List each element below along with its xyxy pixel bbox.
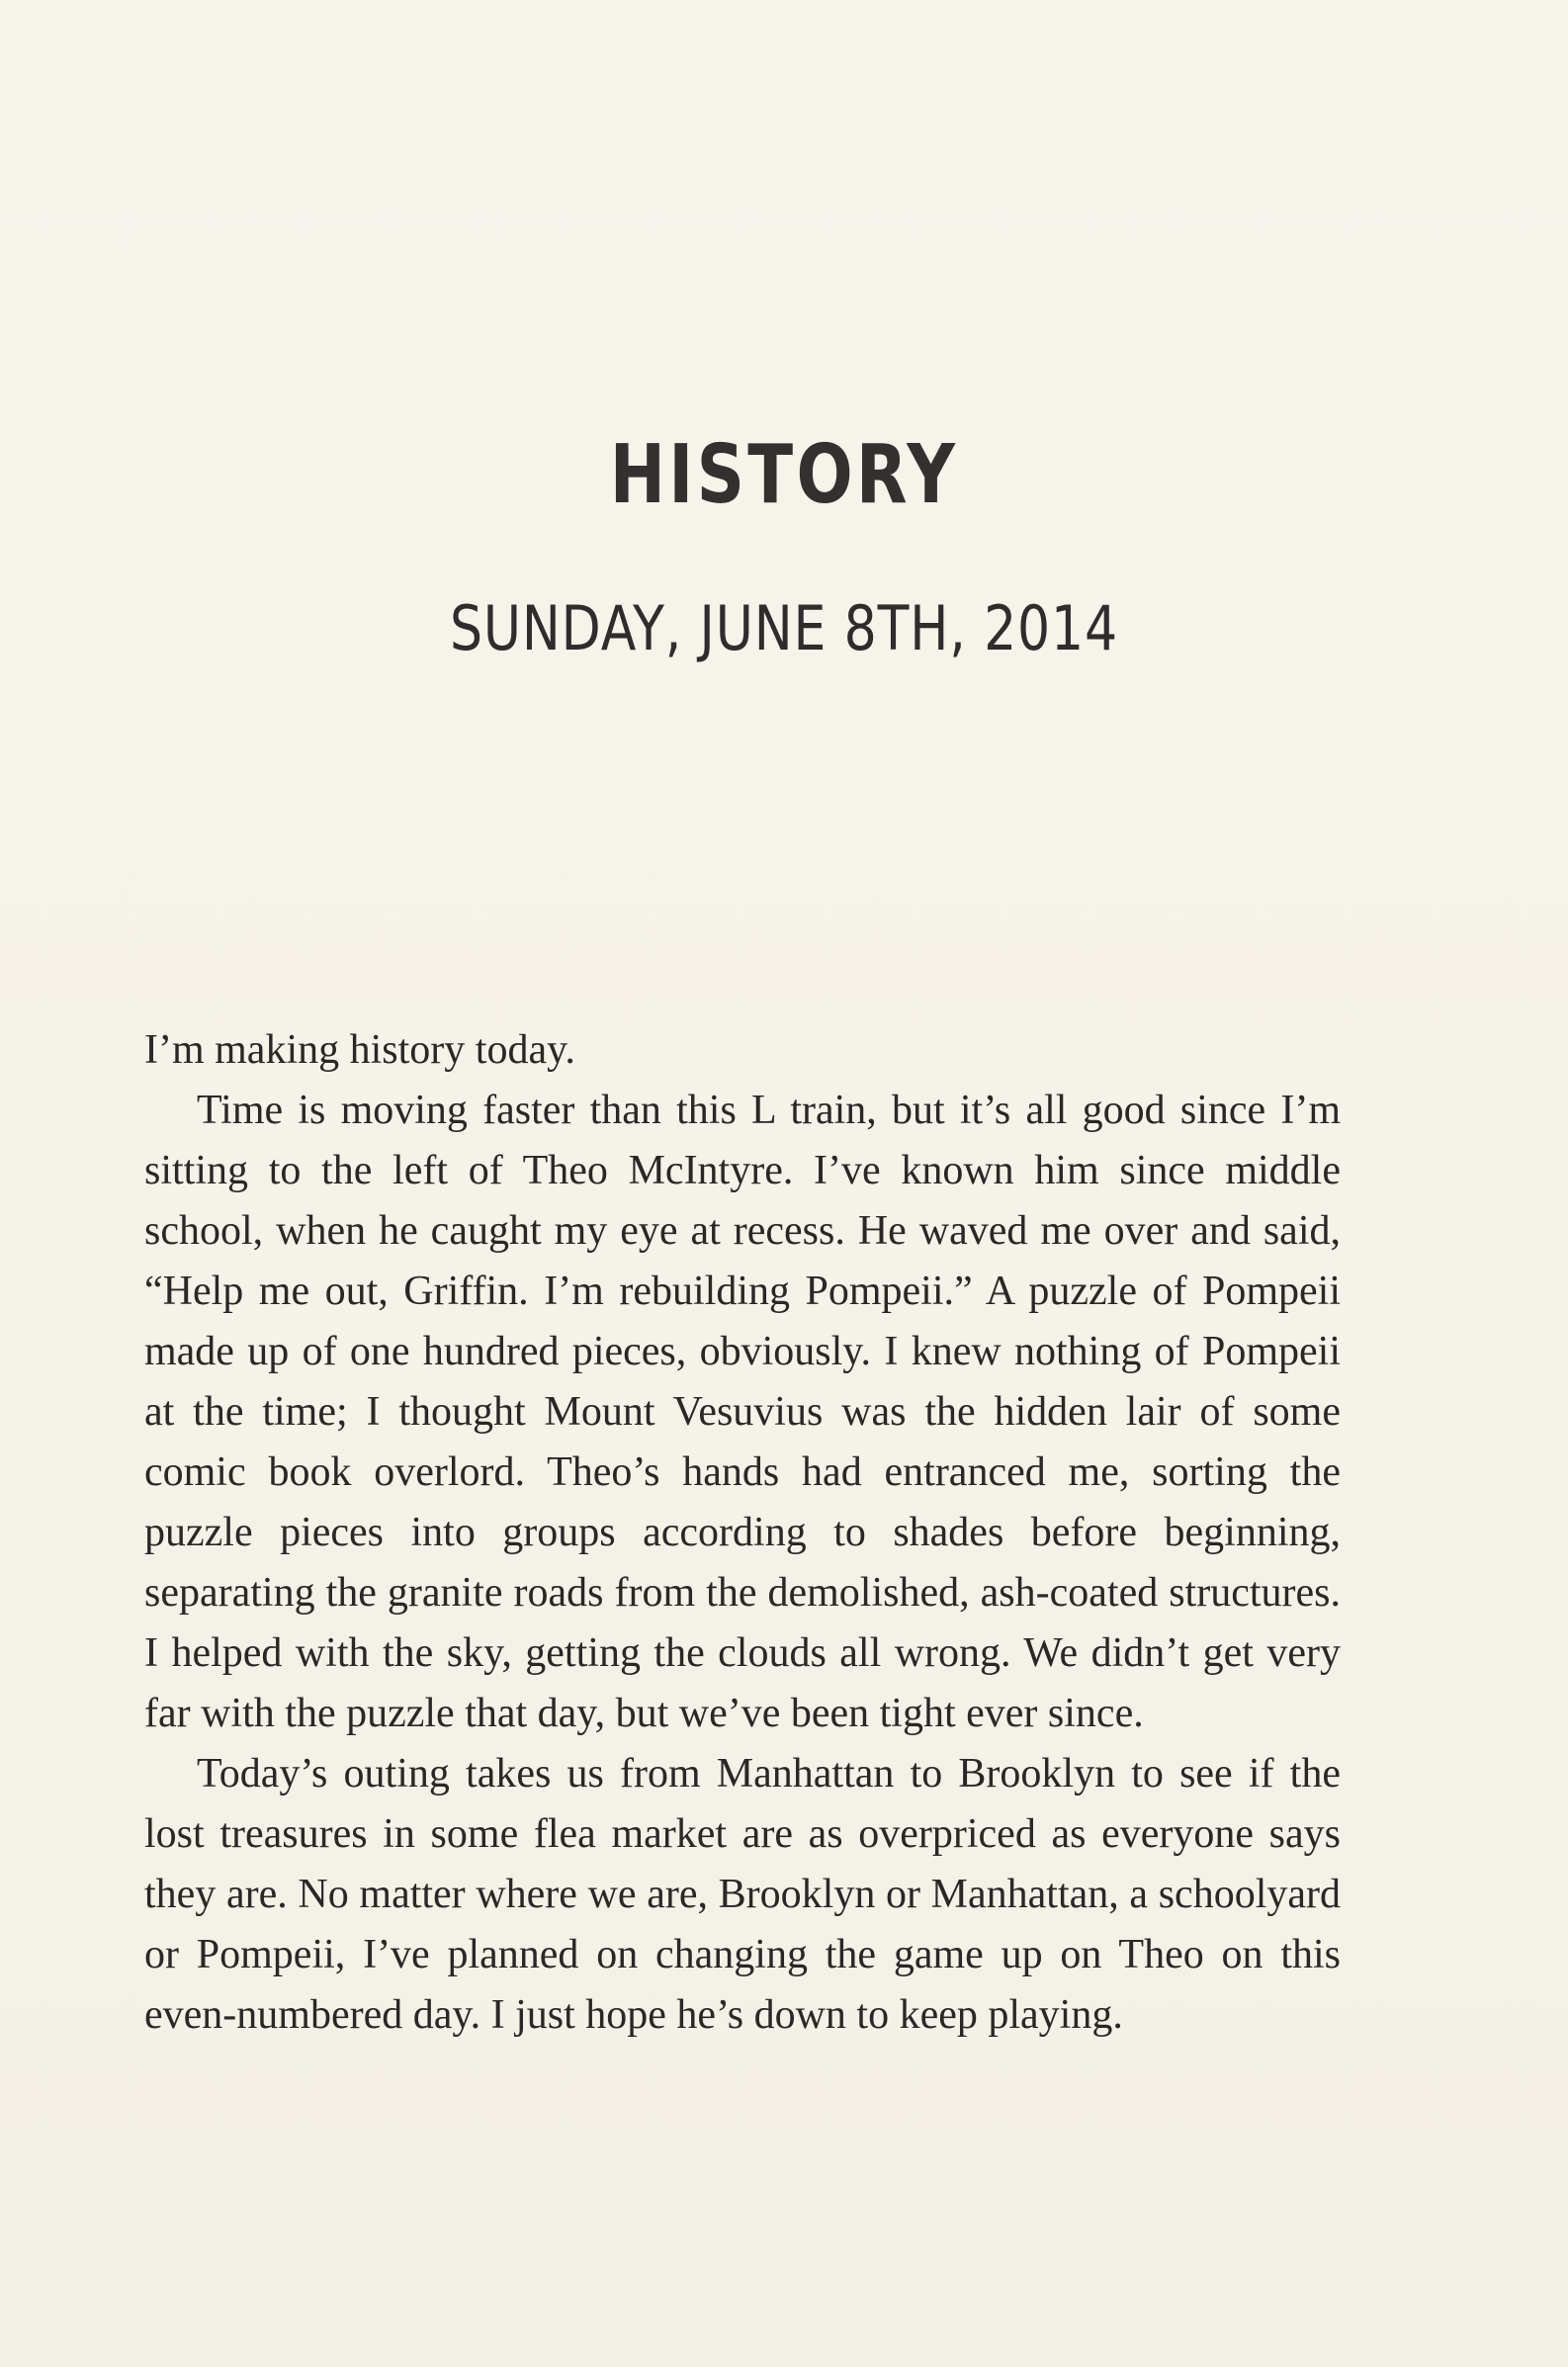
chapter-body	[144, 1020, 1341, 2046]
paragraph-2: Time is moving faster than this L train, but it’s all good since I’m sitting to the left of Theo McIntyre. I’ve known him since middle school, when he caught my eye at recess. He waved me over and said, “Help me out, Griffin. I’m rebuilding Pompeii.” A puzzle of Pompeii made up of one hundred pieces, obviously. I knew nothing of Pompeii at the time; I thought Mount Vesuvius was the hidden lair of some comic book overlord. Theo’s hands had entranced me, sorting the puzzle pieces into groups according to shades before beginning, separating the granite roads from the demolished, ash-coated structures. I helped with the sky, getting the clouds all wrong. We didn’t get very far with the puzzle that day, but we’ve been tight ever since.	[144, 1088, 1341, 1736]
chapter-date: SUNDAY, JUNE 8TH, 2014	[450, 592, 1118, 664]
paragraph-1: I’m making history today.	[144, 1027, 575, 1073]
paragraph-3: Today’s outing takes us from Manhattan to Brooklyn to see if the lost treasures in some flea market are as overpriced as everyone says they are. No matter where we are, Brooklyn or Manhattan, a schoolyard or Pompeii, I’ve planned on changing the game up on Theo on this even-numbered day. I just hope he’s down to keep playing.	[144, 1751, 1341, 2038]
chapter-title: HISTORY	[609, 428, 959, 522]
